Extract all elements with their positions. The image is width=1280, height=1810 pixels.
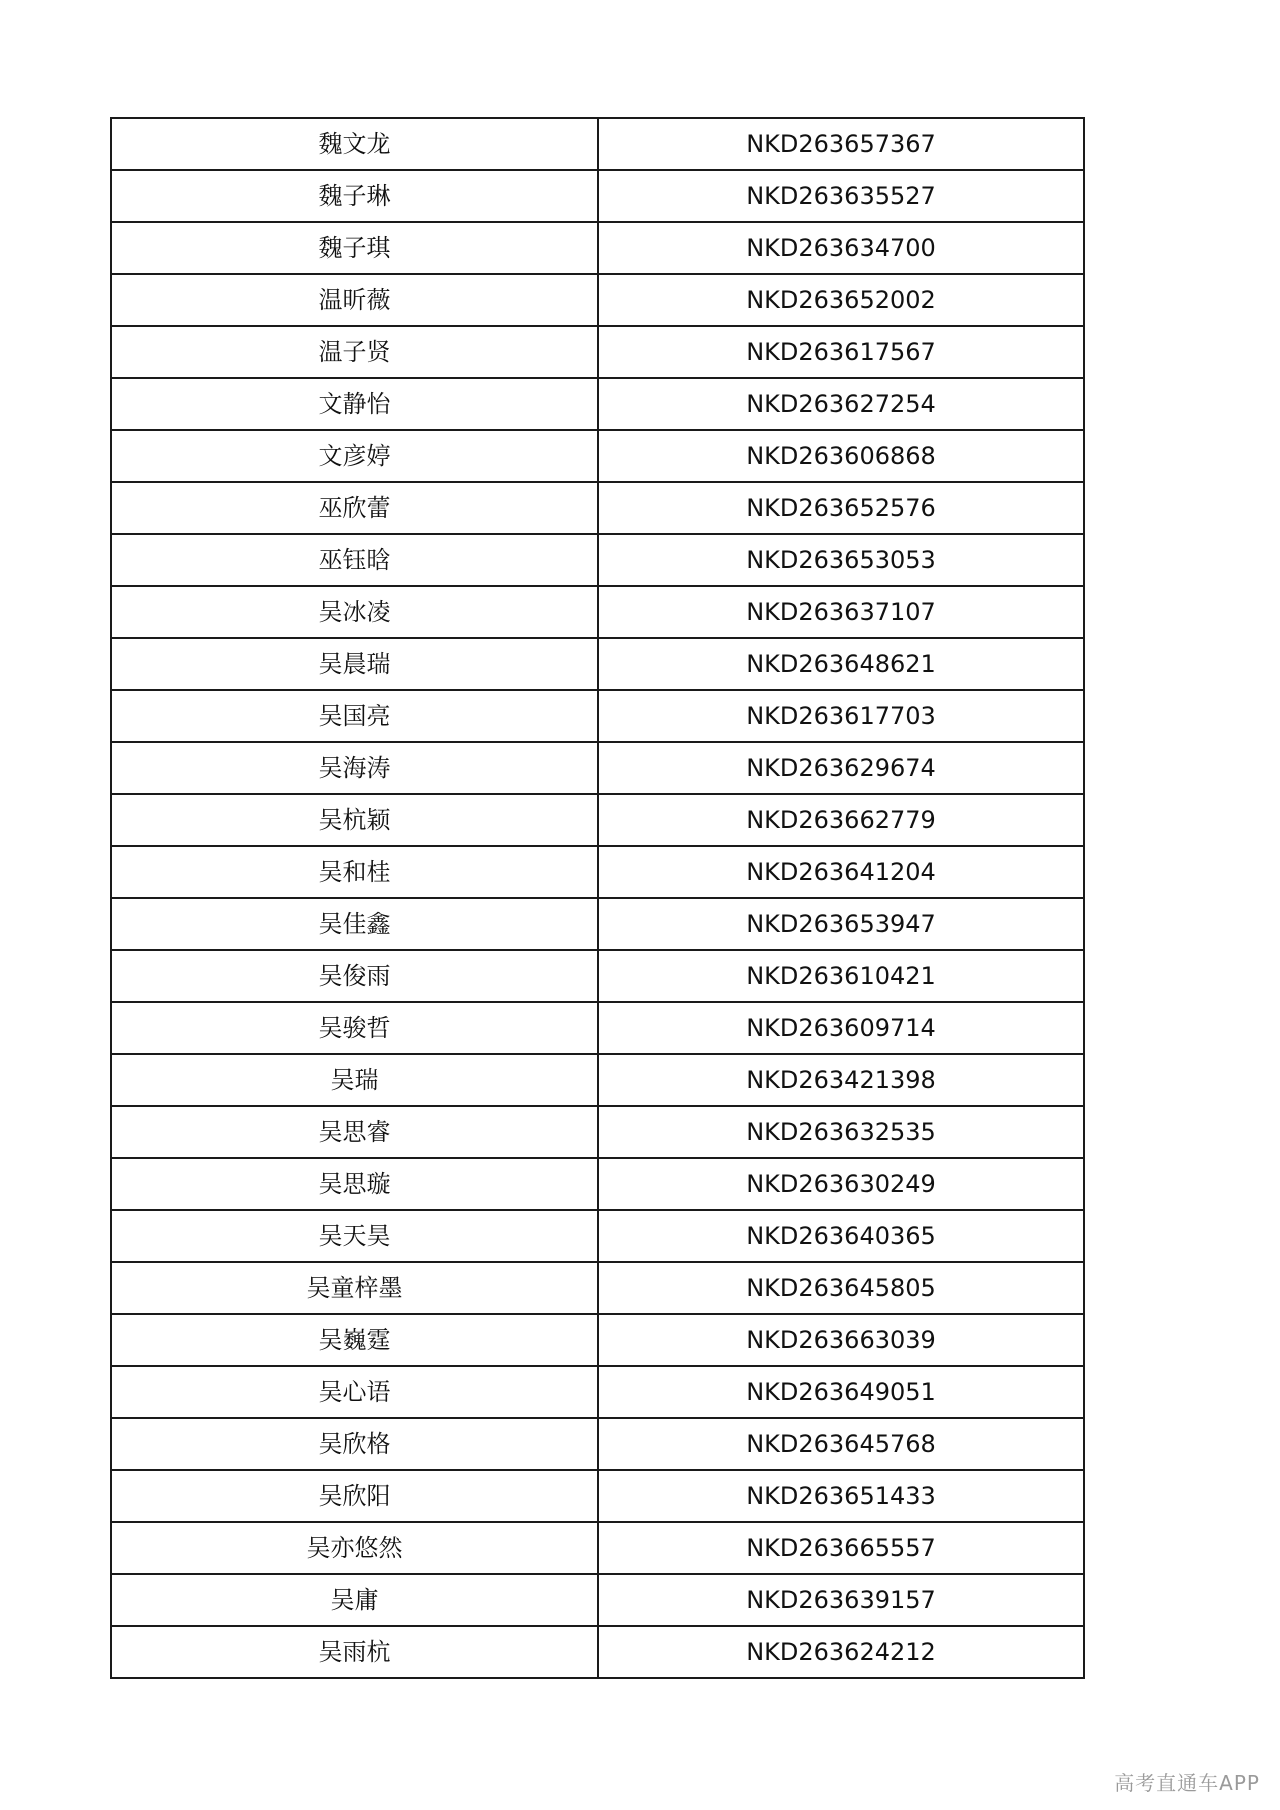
name-cell: 吴亦悠然 (111, 1522, 598, 1574)
name-cell: 吴骏哲 (111, 1002, 598, 1054)
name-cell: 吴俊雨 (111, 950, 598, 1002)
roster-table-body (111, 118, 1084, 1678)
exam-id-cell: NKD263617703 (598, 690, 1084, 742)
name-cell: 吴天昊 (111, 1210, 598, 1262)
name-cell: 魏文龙 (111, 118, 598, 170)
exam-id-cell: NKD263629674 (598, 742, 1084, 794)
name-cell: 吴心语 (111, 1366, 598, 1418)
table-row (111, 1470, 1084, 1522)
table-row (111, 222, 1084, 274)
name-cell: 魏子琳 (111, 170, 598, 222)
exam-id-cell: NKD263653947 (598, 898, 1084, 950)
exam-id-cell: NKD263610421 (598, 950, 1084, 1002)
table-row (111, 742, 1084, 794)
table-row (111, 1626, 1084, 1678)
name-cell: 吴晨瑞 (111, 638, 598, 690)
name-cell: 魏子琪 (111, 222, 598, 274)
table-row (111, 534, 1084, 586)
table-row (111, 1366, 1084, 1418)
name-cell: 温昕薇 (111, 274, 598, 326)
exam-id-cell: NKD263637107 (598, 586, 1084, 638)
table-row (111, 1262, 1084, 1314)
name-cell: 吴欣阳 (111, 1470, 598, 1522)
table-row (111, 1054, 1084, 1106)
exam-id-cell: NKD263639157 (598, 1574, 1084, 1626)
name-cell: 文静怡 (111, 378, 598, 430)
name-cell: 温子贤 (111, 326, 598, 378)
name-cell: 吴国亮 (111, 690, 598, 742)
table-row (111, 950, 1084, 1002)
name-cell: 吴雨杭 (111, 1626, 598, 1678)
exam-id-cell: NKD263663039 (598, 1314, 1084, 1366)
table-row (111, 1158, 1084, 1210)
table-row (111, 170, 1084, 222)
table-row (111, 794, 1084, 846)
exam-id-cell: NKD263665557 (598, 1522, 1084, 1574)
exam-id-cell: NKD263617567 (598, 326, 1084, 378)
exam-id-cell: NKD263652576 (598, 482, 1084, 534)
table-row (111, 482, 1084, 534)
table-row (111, 1522, 1084, 1574)
exam-id-cell: NKD263640365 (598, 1210, 1084, 1262)
exam-id-cell: NKD263653053 (598, 534, 1084, 586)
name-cell: 吴和桂 (111, 846, 598, 898)
name-cell: 吴童梓墨 (111, 1262, 598, 1314)
exam-id-cell: NKD263627254 (598, 378, 1084, 430)
table-row (111, 430, 1084, 482)
name-cell: 吴思璇 (111, 1158, 598, 1210)
name-cell: 吴瑞 (111, 1054, 598, 1106)
table-row (111, 690, 1084, 742)
exam-id-cell: NKD263634700 (598, 222, 1084, 274)
name-cell: 吴冰凌 (111, 586, 598, 638)
exam-id-cell: NKD263421398 (598, 1054, 1084, 1106)
roster-table (110, 117, 1085, 1679)
exam-id-cell: NKD263648621 (598, 638, 1084, 690)
exam-id-cell: NKD263606868 (598, 430, 1084, 482)
exam-id-cell: NKD263635527 (598, 170, 1084, 222)
exam-id-cell: NKD263641204 (598, 846, 1084, 898)
name-cell: 吴佳鑫 (111, 898, 598, 950)
table-row (111, 638, 1084, 690)
exam-id-cell: NKD263649051 (598, 1366, 1084, 1418)
table-row (111, 326, 1084, 378)
table-row (111, 1210, 1084, 1262)
name-cell: 吴欣格 (111, 1418, 598, 1470)
table-row (111, 1574, 1084, 1626)
table-row (111, 274, 1084, 326)
table-row (111, 378, 1084, 430)
name-cell: 吴杭颖 (111, 794, 598, 846)
table-row (111, 1002, 1084, 1054)
exam-id-cell: NKD263609714 (598, 1002, 1084, 1054)
name-cell: 巫钰晗 (111, 534, 598, 586)
name-cell: 文彦婷 (111, 430, 598, 482)
table-row (111, 1106, 1084, 1158)
table-row (111, 586, 1084, 638)
table-row (111, 898, 1084, 950)
name-cell: 吴庸 (111, 1574, 598, 1626)
table-row (111, 1314, 1084, 1366)
exam-id-cell: NKD263645805 (598, 1262, 1084, 1314)
exam-id-cell: NKD263632535 (598, 1106, 1084, 1158)
table-row (111, 1418, 1084, 1470)
table-row (111, 118, 1084, 170)
exam-id-cell: NKD263630249 (598, 1158, 1084, 1210)
exam-id-cell: NKD263645768 (598, 1418, 1084, 1470)
exam-id-cell: NKD263624212 (598, 1626, 1084, 1678)
exam-id-cell: NKD263657367 (598, 118, 1084, 170)
exam-id-cell: NKD263652002 (598, 274, 1084, 326)
name-cell: 巫欣蕾 (111, 482, 598, 534)
watermark-text: 高考直通车APP (1114, 1771, 1260, 1795)
exam-id-cell: NKD263662779 (598, 794, 1084, 846)
name-cell: 吴海涛 (111, 742, 598, 794)
exam-id-cell: NKD263651433 (598, 1470, 1084, 1522)
name-cell: 吴巍霆 (111, 1314, 598, 1366)
name-cell: 吴思睿 (111, 1106, 598, 1158)
table-row (111, 846, 1084, 898)
